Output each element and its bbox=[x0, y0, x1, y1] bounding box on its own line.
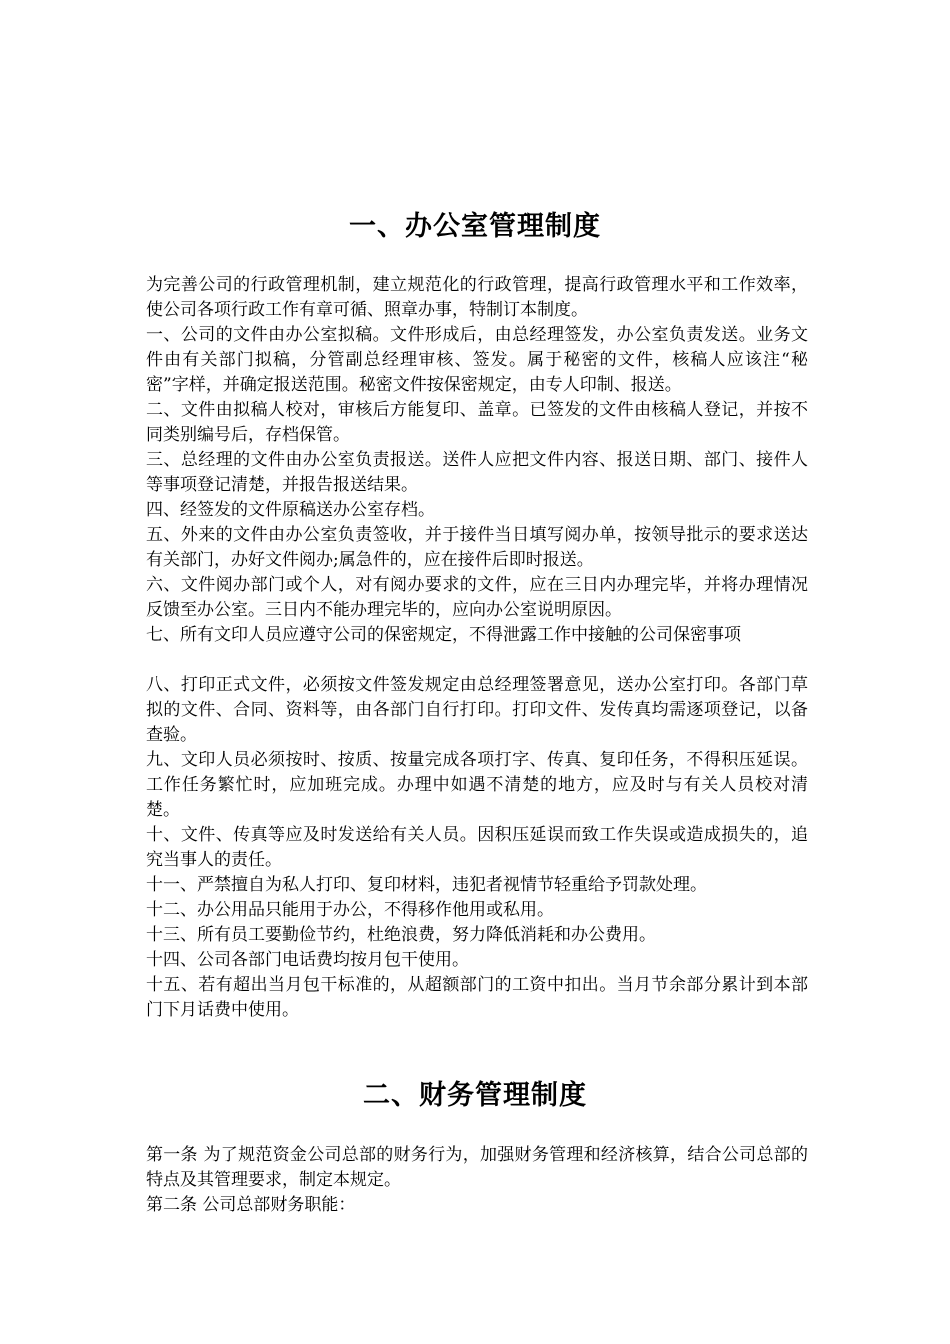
section-2-article-2: 第二条 公司总部财务职能： bbox=[146, 1195, 356, 1215]
section-1-item-14: 十四、公司各部门电话费均按月包干使用。 bbox=[146, 950, 469, 970]
section-1-item-11: 十一、严禁擅自为私人打印、复印材料，违犯者视情节轻重给予罚款处理。 bbox=[146, 875, 707, 895]
section-1-item-13: 十三、所有员工要勤俭节约，杜绝浪费，努力降低消耗和办公费用。 bbox=[146, 925, 656, 945]
section-1-item-15: 十五、若有超出当月包干标准的，从超额部门的工资中扣出。当月节余部分累计到本部门下月话费中使用。 bbox=[146, 975, 808, 1020]
section-1-item-6: 六、文件阅办部门或个人，对有阅办要求的文件，应在三日内办理完毕，并将办理情况反馈至办公室。三日内不能办理完毕的，应向办公室说明原因。 bbox=[146, 575, 808, 620]
paragraph-gap bbox=[146, 648, 808, 673]
section-1-item-10: 十、文件、传真等应及时发送给有关人员。因积压延误而致工作失误或造成损失的，追究当事人的责任。 bbox=[146, 825, 808, 870]
section-2-title: 二、财务管理制度 bbox=[363, 1080, 587, 1111]
section-1-item-4: 四、经签发的文件原稿送办公室存档。 bbox=[146, 500, 435, 520]
section-1-item-8: 八、打印正式文件，必须按文件签发规定由总经理签署意见，送办公室打印。各部门草拟的文件、合同、资料等，由各部门自行打印。打印文件、发传真均需逐项登记，以备查验。 bbox=[146, 675, 808, 745]
section-1-title: 一、办公室管理制度 bbox=[349, 211, 601, 242]
section-1-body bbox=[146, 273, 808, 1023]
section-1-item-2: 二、文件由拟稿人校对，审核后方能复印、盖章。已签发的文件由核稿人登记，并按不同类别编号后，存档保管。 bbox=[146, 400, 808, 445]
section-2-body bbox=[146, 1143, 808, 1218]
section-2-article-1: 第一条 为了规范资金公司总部的财务行为，加强财务管理和经济核算，结合公司总部的特点及其管理要求，制定本规定。 bbox=[146, 1145, 808, 1190]
section-1-item-7: 七、所有文印人员应遵守公司的保密规定，不得泄露工作中接触的公司保密事项 bbox=[146, 625, 741, 645]
section-1-item-9: 九、文印人员必须按时、按质、按量完成各项打字、传真、复印任务，不得积压延误。工作任务繁忙时，应加班完成。办理中如遇不清楚的地方，应及时与有关人员校对清楚。 bbox=[146, 750, 808, 820]
section-1-item-3: 三、总经理的文件由办公室负责报送。送件人应把文件内容、报送日期、部门、接件人等事项登记清楚，并报告报送结果。 bbox=[146, 450, 808, 495]
section-1-item-1: 一、公司的文件由办公室拟稿。文件形成后，由总经理签发，办公室负责发送。业务文件由有关部门拟稿，分管副总经理审核、签发。属于秘密的文件，核稿人应该注“秘密”字样，并确定报送范围。秘密文件按保密规定，由专人印制、报送。 bbox=[146, 325, 808, 395]
section-1-item-12: 十二、办公用品只能用于办公，不得移作他用或私用。 bbox=[146, 900, 554, 920]
section-1-item-5: 五、外来的文件由办公室负责签收，并于接件当日填写阅办单，按领导批示的要求送达有关部门，办好文件阅办;属急件的，应在接件后即时报送。 bbox=[146, 525, 808, 570]
section-1-intro: 为完善公司的行政管理机制，建立规范化的行政管理，提高行政管理水平和工作效率，使公司各项行政工作有章可循、照章办事，特制订本制度。 bbox=[146, 275, 808, 320]
